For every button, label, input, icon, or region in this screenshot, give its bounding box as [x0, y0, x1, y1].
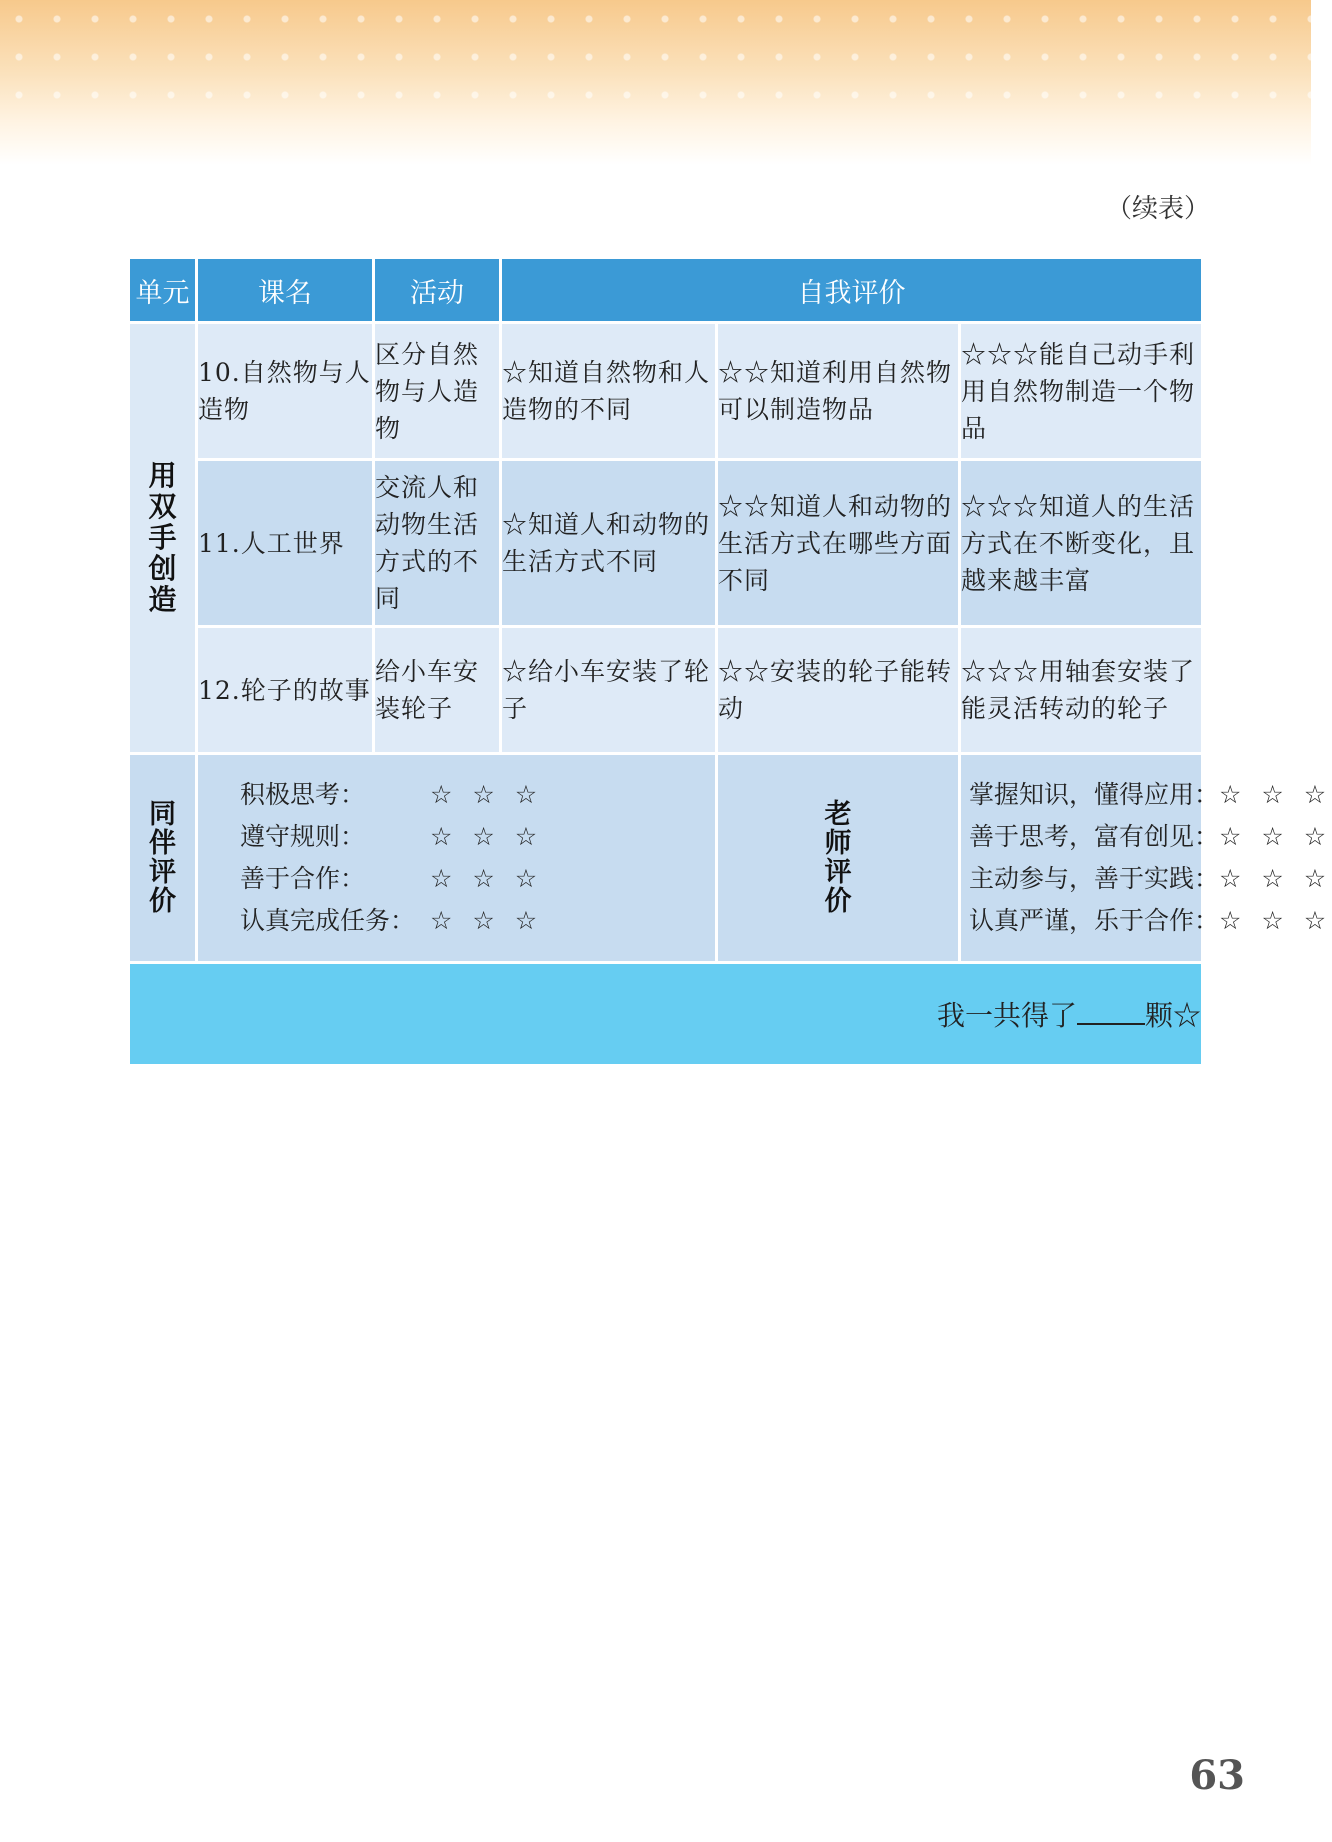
criterion-label: 掌握知识，懂得应用： [969, 780, 1220, 809]
table-header-row [129, 258, 1203, 323]
teacher-criterion [969, 900, 1332, 942]
criterion-label: 遵守规则： [240, 822, 366, 851]
evaluation-table [127, 256, 1332, 1067]
rating-stars[interactable]: ☆ ☆ ☆ [430, 822, 544, 851]
criterion-label: 认真完成任务： [240, 906, 416, 935]
rating-stars[interactable]: ☆ ☆ ☆ [430, 864, 544, 893]
peer-criterion [240, 774, 705, 816]
decorative-top-band [0, 0, 1311, 165]
table-row [129, 323, 1203, 460]
teacher-criteria-cell [960, 754, 1332, 963]
self-eval-one-star: ☆给小车安装了轮子 [501, 627, 717, 754]
self-eval-three-star: ☆☆☆能自己动手利用自然物制造一个物品 [960, 323, 1203, 460]
peer-criteria-list [198, 774, 715, 942]
rating-stars[interactable]: ☆ ☆ ☆ [430, 906, 544, 935]
criterion-label: 善于思考，富有创见： [969, 822, 1220, 851]
header-activity: 活动 [374, 258, 501, 323]
self-eval-three-star: ☆☆☆知道人的生活方式在不断变化，且越来越丰富 [960, 460, 1203, 627]
self-eval-two-star: ☆☆知道人和动物的生活方式在哪些方面不同 [717, 460, 960, 627]
teacher-criteria-list [961, 774, 1332, 942]
teacher-criterion [969, 858, 1332, 900]
total-suffix: 颗☆ [1144, 999, 1201, 1032]
table-row [129, 460, 1203, 627]
activity: 区分自然物与人造物 [374, 323, 501, 460]
self-eval-two-star: ☆☆知道利用自然物可以制造物品 [717, 323, 960, 460]
page-number: 63 [1189, 1752, 1245, 1799]
peer-criterion [240, 858, 705, 900]
table-row [129, 627, 1203, 754]
total-blank[interactable] [1077, 997, 1145, 1025]
peer-teacher-evaluation-row [129, 754, 1203, 963]
peer-criterion [240, 900, 705, 942]
peer-criterion [240, 816, 705, 858]
teacher-eval-label-cell [717, 754, 960, 963]
rating-stars[interactable]: ☆ ☆ ☆ [1219, 780, 1332, 809]
rating-stars[interactable]: ☆ ☆ ☆ [1219, 864, 1332, 893]
total-row [129, 963, 1203, 1066]
criterion-label: 善于合作： [240, 864, 366, 893]
rating-stars[interactable]: ☆ ☆ ☆ [1219, 906, 1332, 935]
criterion-label: 积极思考： [240, 780, 366, 809]
header-self-evaluation: 自我评价 [501, 258, 1203, 323]
rating-stars[interactable]: ☆ ☆ ☆ [430, 780, 544, 809]
activity: 给小车安装轮子 [374, 627, 501, 754]
activity: 交流人和动物生活方式的不同 [374, 460, 501, 627]
self-eval-one-star: ☆知道自然物和人造物的不同 [501, 323, 717, 460]
lesson-name: 11.人工世界 [197, 460, 374, 627]
peer-eval-label: 同伴评价 [149, 798, 176, 917]
header-lesson: 课名 [197, 258, 374, 323]
lesson-name: 10.自然物与人造物 [197, 323, 374, 460]
teacher-eval-label: 老师评价 [824, 798, 852, 917]
lesson-name: 12.轮子的故事 [197, 627, 374, 754]
peer-criteria-cell [197, 754, 717, 963]
unit-name: 用双手创造 [148, 459, 177, 616]
criterion-label: 认真严谨，乐于合作： [969, 906, 1220, 935]
rating-stars[interactable]: ☆ ☆ ☆ [1219, 822, 1332, 851]
teacher-criterion [969, 816, 1332, 858]
self-eval-one-star: ☆知道人和动物的生活方式不同 [501, 460, 717, 627]
self-eval-two-star: ☆☆安装的轮子能转动 [717, 627, 960, 754]
peer-eval-label-cell [129, 754, 197, 963]
header-unit: 单元 [129, 258, 197, 323]
continued-label: （续表） [1105, 194, 1210, 224]
criterion-label: 主动参与，善于实践： [969, 864, 1220, 893]
total-cell [129, 963, 1203, 1066]
teacher-criterion [969, 774, 1332, 816]
self-eval-three-star: ☆☆☆用轴套安装了能灵活转动的轮子 [960, 627, 1203, 754]
total-prefix: 我一共得了 [936, 999, 1077, 1032]
unit-name-cell [129, 323, 197, 754]
